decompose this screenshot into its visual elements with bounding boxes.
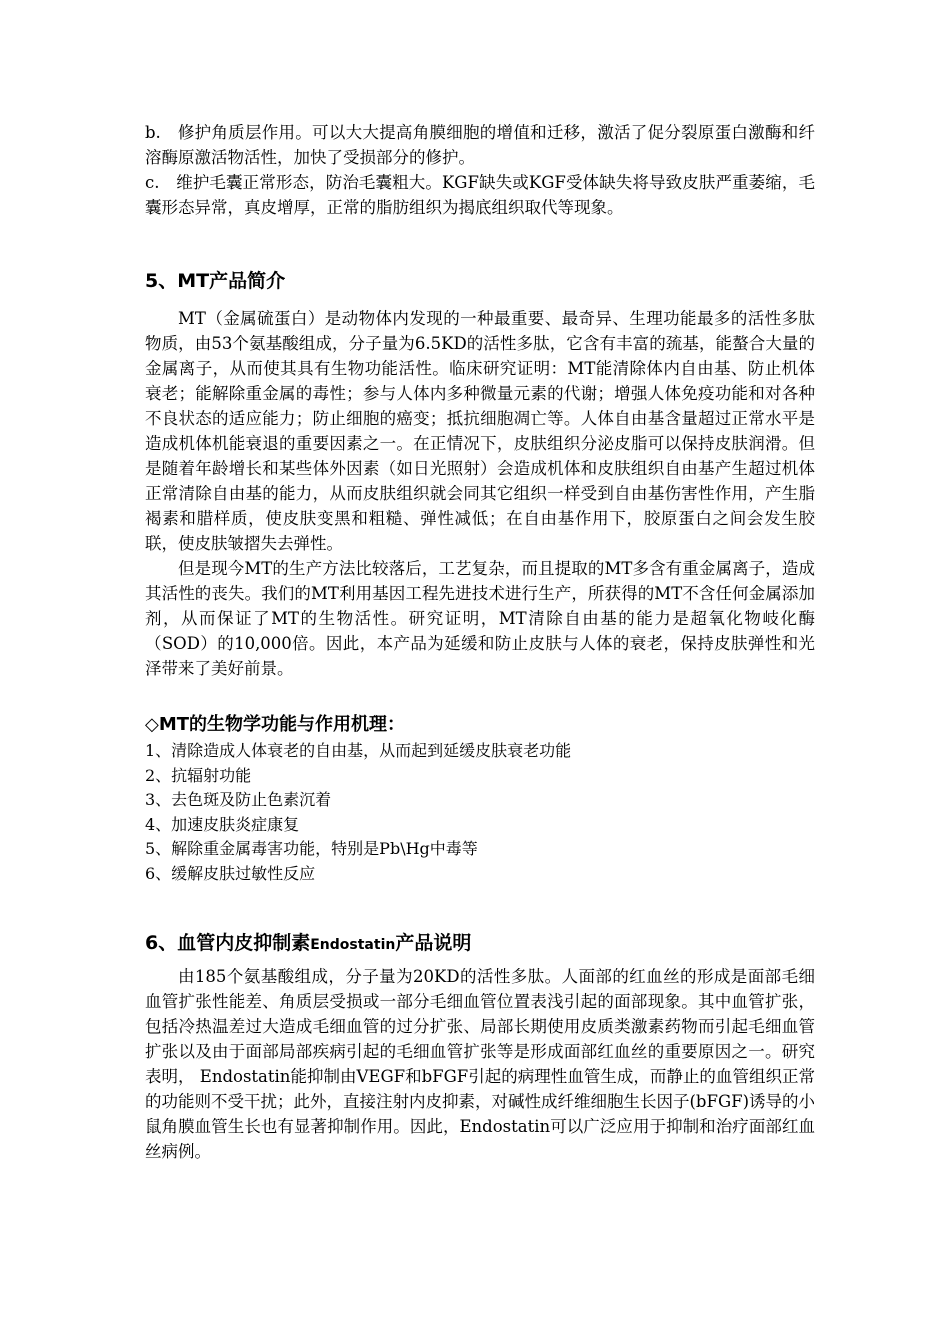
mt-intro-paragraph: MT（金属硫蛋白）是动物体内发现的一种最重要、最奇异、生理功能最多的活性多肽物质，由53个氨基酸组成，分子量为6.5KD的活性多肽，它含有丰富的巯基，能螯合大量的金属离子，从而使其具有生物功能活性。临床研究证明：MT能清除体内自由基、防止机体衰老；能解除重金属的毒性；参与人体内多种微量元素的代谢；增强人体免疫功能和对各种不良状态的适应能力；防止细胞的癌变；抵抗细胞凋亡等。人体自由基含量超过正常水平是造成机体机能衰退的重要因素之一。在正情况下，皮肤组织分泌皮脂可以保持皮肤润滑。但是随着年龄增长和某些体外因素（如日光照射）会造成机体和皮肤组织自由基产生超过机体正常清除自由基的能力，从而皮肤组织就会同其它组织一样受到自由基伤害性作用，产生脂褐素和腊样质，使皮肤变黑和粗糙、弹性减低；在自由基作用下，胶原蛋白之间会发生胶联，使皮肤皱摺失去弹性。 — [145, 309, 815, 553]
endostatin-heading-suffix: 产品说明 — [395, 932, 472, 954]
mt-production-paragraph: 但是现今MT的生产方法比较落后，工艺复杂，而且提取的MT多含有重金属离子，造成其活性的丧失。我们的MT利用基因工程先进技术进行生产，所获得的MT不含任何金属添加剂，从而保证了MT的生物活性。研究证明，MT清除自由基的能力是超氧化物岐化酶（SOD）的10,000倍。因此，本产品为延缓和防止皮肤与人体的衰老，保持皮肤弹性和光泽带来了美好前景。 — [145, 559, 815, 678]
spacer — [145, 220, 815, 266]
spacer — [145, 681, 815, 711]
list-item: 1、清除造成人体衰老的自由基，从而起到延缓皮肤衰老功能 — [145, 741, 572, 760]
spacer — [145, 296, 815, 306]
endostatin-heading-prefix: 6、血管内皮抑制素 — [145, 932, 311, 954]
list-item: 3、去色斑及防止色素沉着 — [145, 790, 332, 809]
kgf-item-b: b. 修护角质层作用。可以大大提高角膜细胞的增值和迁移，激活了促分裂原蛋白激酶和纤溶酶原激活物活性，加快了受损部分的修护。 — [145, 123, 815, 167]
mt-section-heading: 5、MT产品简介 — [145, 270, 286, 292]
list-item: 5、解除重金属毒害功能，特别是Pb\Hg中毒等 — [145, 839, 478, 858]
mt-functions-list — [145, 739, 815, 886]
document-page — [145, 120, 815, 1164]
list-item: 4、加速皮肤炎症康复 — [145, 814, 300, 834]
endostatin-heading-latin: Endostatin — [310, 937, 396, 953]
endostatin-paragraph: 由185个氨基酸组成，分子量为20KD的活性多肽。人面部的红血丝的形成是面部毛细血管扩张性能差、角质层受损或一部分毛细血管位置表浅引起的面部现象。其中血管扩张，包括冷热温差过大造成毛细血管的过分扩张、局部长期使用皮质类激素药物而引起毛细血管扩张以及由于面部局部疾病引起的毛细血管扩张等是形成面部红血丝的重要原因之一。研究表明， Endostatin能抑制由VEGF和bFGF引起的病理性血管生成，而静止的血管组织正常的功能则不受干扰；此外，直接注射内皮抑素，对碱性成纤维细胞生长因子(bFGF)诱导的小鼠角膜血管生长也有显著抑制作用。因此，Endostatin可以广泛应用于抑制和治疗面部红血丝病例。 — [145, 967, 816, 1161]
endostatin-section-heading — [145, 928, 815, 960]
list-item: 2、抗辐射功能 — [145, 765, 252, 785]
spacer — [145, 886, 815, 928]
kgf-item-c: c. 维护毛囊正常形态，防治毛囊粗大。KGF缺失或KGF受体缺失将导致皮肤严重萎缩，毛囊形态异常，真皮增厚，正常的脂肪组织为揭底组织取代等现象。 — [145, 173, 815, 217]
mt-functions-heading: ◇MT的生物学功能与作用机理： — [145, 714, 406, 735]
list-item: 6、缓解皮肤过敏性反应 — [145, 863, 316, 883]
